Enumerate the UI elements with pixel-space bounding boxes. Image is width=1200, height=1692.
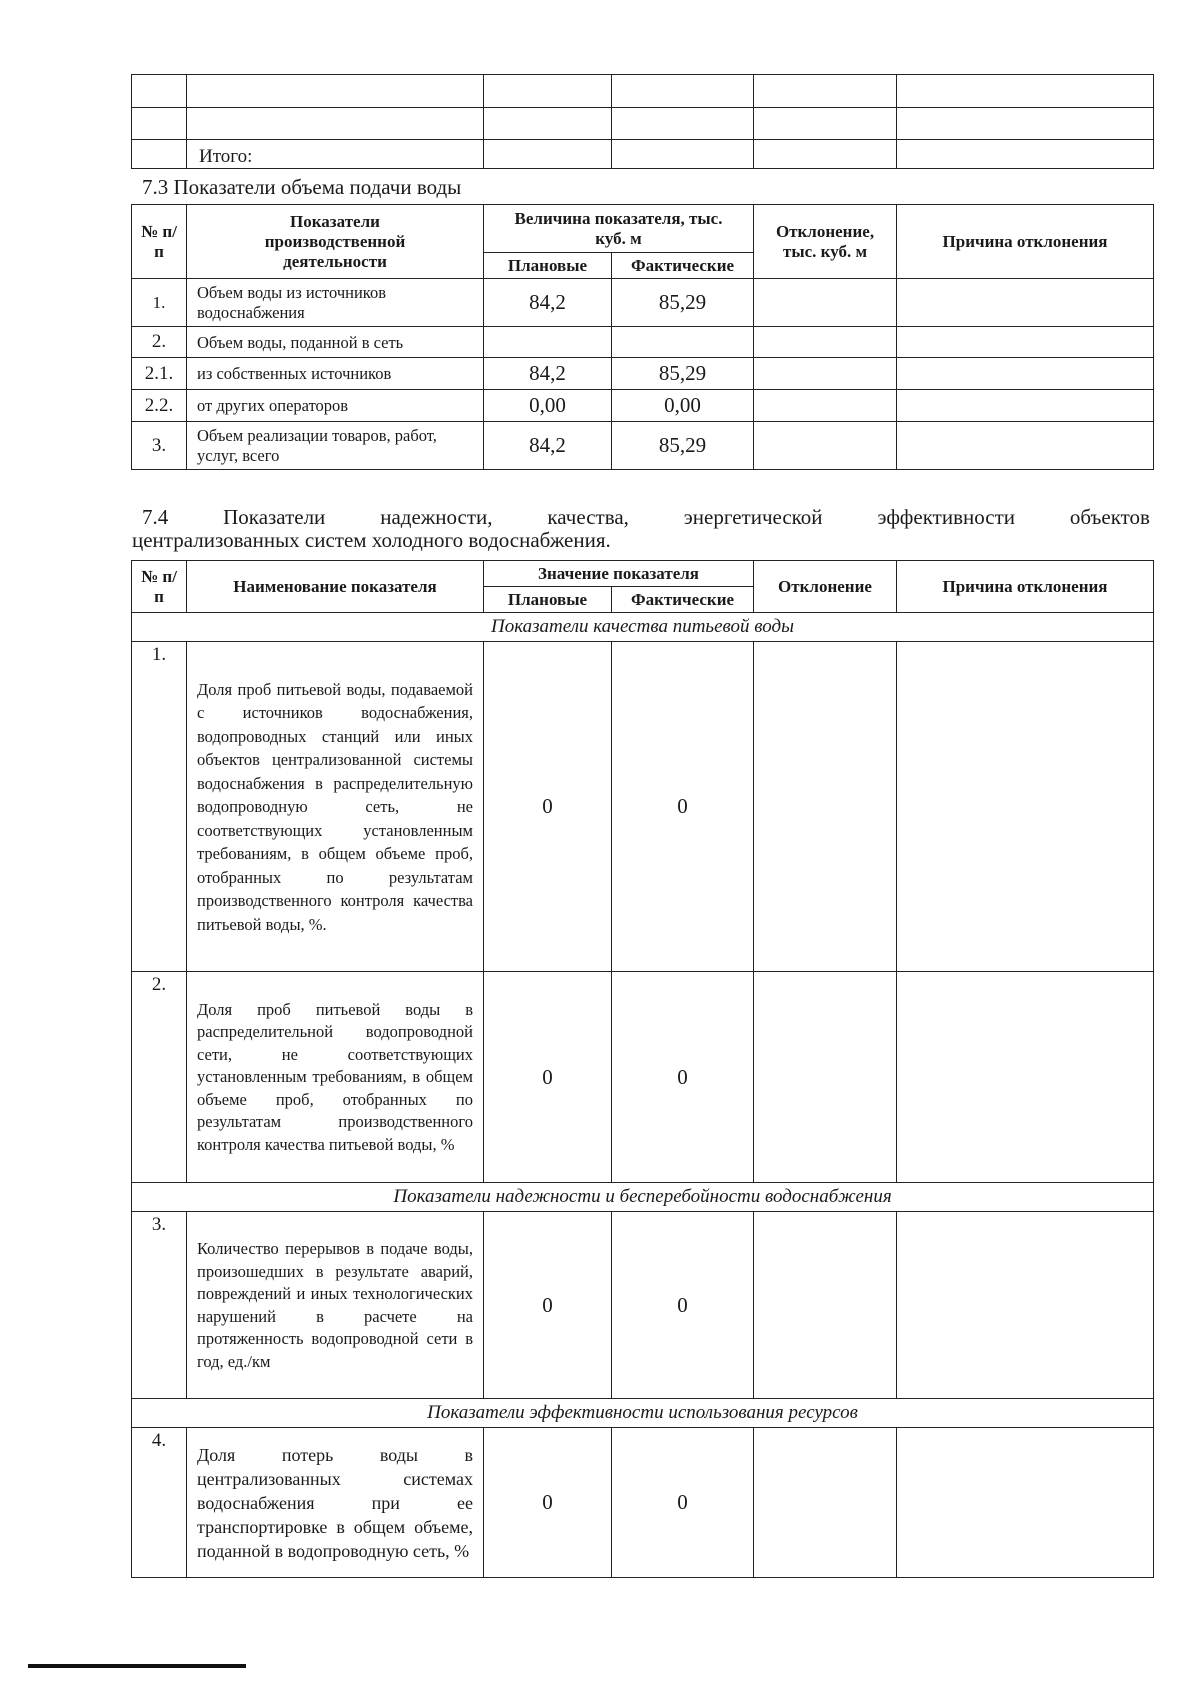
row-number: 2.	[132, 972, 187, 1183]
actual-value: 0	[612, 1428, 754, 1578]
reason-value	[897, 1212, 1154, 1399]
deviation-value	[754, 390, 897, 422]
table-row	[132, 327, 1154, 358]
reason-value	[897, 358, 1154, 390]
deviation-value	[754, 279, 897, 327]
row-label: Объем реализации товаров, работ, услуг, всего	[187, 422, 484, 470]
actual-value: 85,29	[612, 422, 754, 470]
group-row	[132, 1183, 1154, 1212]
row-number	[132, 75, 187, 108]
row-number: 2.	[132, 327, 187, 358]
footnote-separator	[28, 1664, 246, 1668]
row-label: из собственных источников	[187, 358, 484, 390]
heading-word: 7.4	[142, 505, 169, 529]
planned-value: 0	[484, 642, 612, 972]
reason-value	[897, 1428, 1154, 1578]
heading-word: объектов	[1069, 505, 1150, 529]
table-row	[132, 972, 1154, 1183]
row-label: Доля проб питьевой воды в распределительной водопроводной сети, не соответствующих установленным требованиям, в общем объеме проб, отобранных по результатам производственного контроля качества питьевой воды, %	[187, 972, 484, 1183]
row-number	[132, 140, 187, 169]
section-7-3-heading: 7.3 Показатели объема подачи воды	[142, 175, 462, 199]
table-row	[132, 358, 1154, 390]
heading-word: Показатели	[223, 505, 326, 529]
header-deviation: Отклонение, тыс. куб. м	[754, 205, 897, 279]
row-number: 3.	[132, 1212, 187, 1399]
table-row	[132, 1428, 1154, 1578]
table-row	[132, 279, 1154, 327]
heading-word: энергетической	[683, 505, 823, 529]
header-planned: Плановые	[484, 587, 612, 613]
actual-value: 85,29	[612, 358, 754, 390]
header-reason: Причина отклонения	[897, 561, 1154, 613]
water-supply-volume-table	[131, 204, 1154, 470]
header-reason: Причина отклонения	[897, 205, 1154, 279]
reason-value	[897, 390, 1154, 422]
actual-value: 0	[612, 1212, 754, 1399]
header-num: № п/п	[132, 205, 187, 279]
actual-value: 85,29	[612, 279, 754, 327]
row-number: 4.	[132, 1428, 187, 1578]
heading-line-2: централизованных систем холодного водоснабжения.	[132, 528, 611, 552]
total-label: Итого:	[187, 140, 484, 169]
header-value-group: Величина показателя, тыс. куб. м	[484, 205, 754, 253]
deviation-value	[754, 642, 897, 972]
table-row	[132, 642, 1154, 972]
planned-value: 0	[484, 1428, 612, 1578]
section-7-4-heading	[132, 505, 1150, 552]
row-number: 2.1.	[132, 358, 187, 390]
planned-value: 84,2	[484, 358, 612, 390]
row-label: от других операторов	[187, 390, 484, 422]
heading-line-1	[142, 506, 1150, 529]
deviation-value	[754, 358, 897, 390]
row-label	[187, 108, 484, 140]
table-row-total	[132, 140, 1154, 169]
group-title: Показатели эффективности использования ресурсов	[132, 1399, 1154, 1428]
row-number: 3.	[132, 422, 187, 470]
header-deviation: Отклонение	[754, 561, 897, 613]
continued-table	[131, 74, 1154, 169]
planned-value: 84,2	[484, 422, 612, 470]
reliability-quality-table	[131, 560, 1154, 1578]
table-row	[132, 75, 1154, 108]
table-row	[132, 1212, 1154, 1399]
reason-value	[897, 327, 1154, 358]
row-number	[132, 108, 187, 140]
reason-value	[897, 279, 1154, 327]
planned-value: 84,2	[484, 279, 612, 327]
planned-value: 0,00	[484, 390, 612, 422]
header-actual: Фактические	[612, 587, 754, 613]
table-row	[132, 390, 1154, 422]
actual-value	[612, 327, 754, 358]
deviation-value	[754, 327, 897, 358]
row-number: 2.2.	[132, 390, 187, 422]
group-row	[132, 1399, 1154, 1428]
group-title: Показатели качества питьевой воды	[132, 613, 1154, 642]
heading-word: эффективности	[877, 505, 1015, 529]
row-label: Количество перерывов в подаче воды, произошедших в результате аварий, повреждений и иных технологических нарушений в расчете на протяженность водопроводной сети в год, ед./км	[187, 1212, 484, 1399]
actual-value: 0,00	[612, 390, 754, 422]
row-label: Объем воды, поданной в сеть	[187, 327, 484, 358]
header-value-group: Значение показателя	[484, 561, 754, 587]
header-name: Наименование показателя	[187, 561, 484, 613]
row-number: 1.	[132, 279, 187, 327]
deviation-value	[754, 1428, 897, 1578]
planned-value	[484, 327, 612, 358]
reason-value	[897, 642, 1154, 972]
group-row	[132, 613, 1154, 642]
heading-word: качества,	[547, 505, 629, 529]
row-label: Доля потерь воды в централизованных системах водоснабжения при ее транспортировке в общем объеме, поданной в водопроводную сеть, %	[187, 1428, 484, 1578]
actual-value: 0	[612, 972, 754, 1183]
reason-value	[897, 972, 1154, 1183]
row-label	[187, 75, 484, 108]
header-indicator: Показатели производственной деятельности	[187, 205, 484, 279]
header-actual: Фактические	[612, 253, 754, 279]
table-row	[132, 108, 1154, 140]
header-planned: Плановые	[484, 253, 612, 279]
reason-value	[897, 422, 1154, 470]
deviation-value	[754, 1212, 897, 1399]
heading-word: надежности,	[380, 505, 493, 529]
table-row	[132, 422, 1154, 470]
row-label: Объем воды из источников водоснабжения	[187, 279, 484, 327]
group-title: Показатели надежности и бесперебойности водоснабжения	[132, 1183, 1154, 1212]
deviation-value	[754, 972, 897, 1183]
planned-value: 0	[484, 1212, 612, 1399]
actual-value: 0	[612, 642, 754, 972]
row-number: 1.	[132, 642, 187, 972]
row-label: Доля проб питьевой воды, подаваемой с источников водоснабжения, водопроводных станций или иных объектов централизованной системы водоснабжения в распределительную водопроводную сеть, не соответствующих установленным требованиям, в общем объеме проб, отобранных по результатам производственного контроля качества питьевой воды, %.	[187, 642, 484, 972]
planned-value: 0	[484, 972, 612, 1183]
header-num: № п/п	[132, 561, 187, 613]
deviation-value	[754, 422, 897, 470]
